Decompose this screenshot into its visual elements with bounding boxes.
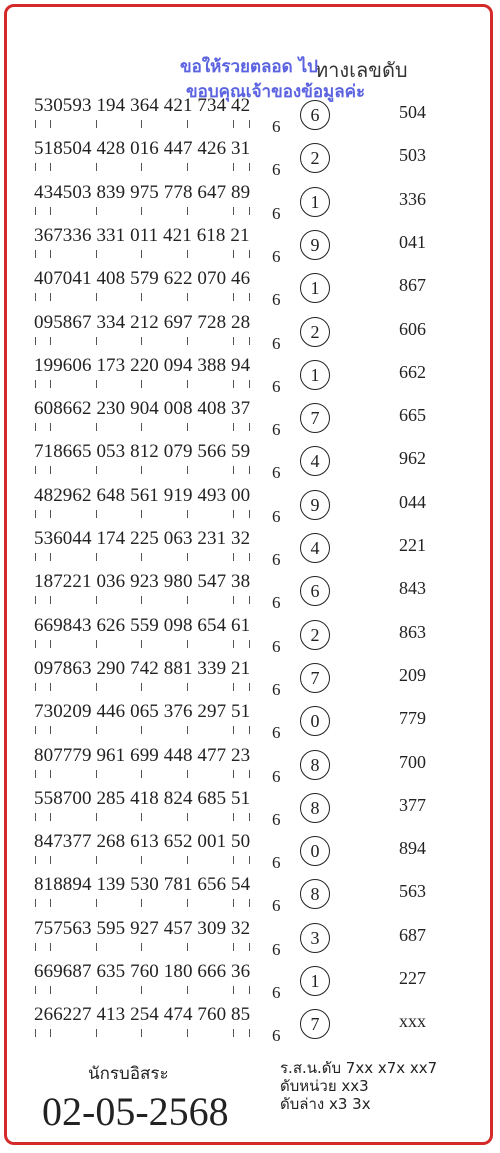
tick-marks [34,856,274,864]
tick-marks [34,163,274,171]
subscript-digit: 6 [272,939,281,959]
circled-digit: 6 [300,100,330,130]
table-row [34,441,474,483]
table-row [34,268,474,310]
table-row [34,571,474,613]
number-sequence: 558700 285 418 824 685 51 [34,787,251,809]
author-name: นักรบอิสระ [88,1064,169,1084]
circled-digit: 1 [300,273,330,303]
subscript-digit: 6 [272,420,281,440]
circled-digit: 1 [300,187,330,217]
result-number: 867 [399,275,426,296]
result-number: 209 [399,664,426,685]
number-sequence: 847377 268 613 652 001 50 [34,831,251,853]
tick-marks [34,120,274,128]
number-sequence: 095867 334 212 697 728 28 [34,311,251,333]
result-number: 700 [399,751,426,772]
circled-digit: 6 [300,576,330,606]
subscript-digit: 6 [272,506,281,526]
tick-marks [34,207,274,215]
tick-marks [34,466,274,474]
number-sequence: 518504 428 016 447 426 31 [34,138,251,160]
number-sequence: 718665 053 812 079 566 59 [34,441,251,463]
circled-digit: 0 [300,836,330,866]
result-number: 044 [399,491,426,512]
subscript-digit: 6 [272,1026,281,1046]
number-sequence: 536044 174 225 063 231 32 [34,528,251,549]
circled-digit: 8 [300,750,330,780]
tick-marks [34,986,274,994]
circled-digit: 0 [300,706,330,736]
tick-marks [34,683,274,691]
result-number: 221 [399,535,426,555]
table-row [34,225,474,267]
tick-marks [34,250,274,258]
tick-marks [34,510,274,518]
circled-digit: 9 [300,490,330,520]
table-row [34,398,474,440]
circled-digit: 9 [300,230,330,260]
subscript-digit: 6 [272,636,281,656]
result-number: 662 [399,361,426,382]
result-number: 503 [399,145,426,166]
number-sequence: 367336 331 011 421 618 21 [34,224,250,246]
circled-digit: 8 [300,879,330,909]
number-sequence: 730209 446 065 376 297 51 [34,701,251,723]
subscript-digit: 6 [272,246,281,266]
result-number: 863 [399,621,426,642]
table-row [34,95,474,137]
result-number: 843 [399,578,426,599]
tick-marks [34,943,274,951]
table-row [34,831,474,873]
subscript-digit: 6 [272,766,281,786]
table-row [34,788,474,830]
tick-marks [34,380,274,388]
tick-marks [34,423,274,431]
table-row [34,615,474,657]
circled-digit: 7 [300,1009,330,1039]
subscript-digit: 6 [272,550,281,569]
watermark-line-2: ขอบคุณเจ้าของข้อมูลค่ะ [186,82,366,102]
number-sequence: 482962 648 561 919 493 00 [34,484,251,506]
subscript-digit: 6 [272,983,281,1002]
note-line-3: ดับล่าง x3 3x [280,1095,371,1113]
table-row [34,918,474,960]
subscript-digit: 6 [272,723,281,743]
table-row [34,312,474,354]
number-sequence: 669843 626 559 098 654 61 [34,614,251,636]
circled-digit: 1 [300,966,330,996]
tick-marks [34,899,274,907]
number-sequence: 669687 635 760 180 666 36 [34,961,251,982]
result-number: 779 [399,708,426,729]
circled-digit: 1 [300,360,330,390]
circled-digit: 7 [300,663,330,693]
subscript-digit: 6 [272,376,281,396]
number-sequence: 187221 036 923 980 547 38 [34,571,251,593]
watermark-line-1: ขอให้รวยตลอด ไป [180,57,318,77]
result-number: 041 [399,231,426,252]
table-row [34,961,474,1003]
subscript-digit: 6 [272,679,281,699]
result-number: 563 [399,881,426,902]
number-sequence: 818894 139 530 781 656 54 [34,874,251,896]
circled-digit: 2 [300,317,330,347]
table-row [34,485,474,527]
table-row [34,528,474,570]
table-row [34,874,474,916]
tick-marks [34,293,274,301]
number-sequence: 266227 413 254 474 760 85 [34,1004,251,1026]
subscript-digit: 6 [272,896,281,916]
tick-marks [34,726,274,734]
number-sequence: 530593 194 364 421 734 42 [34,95,251,116]
circled-digit: 4 [300,446,330,476]
number-sequence: 757563 595 927 457 309 32 [34,917,251,939]
result-number: 665 [399,405,426,426]
subscript-digit: 6 [272,117,281,136]
table-row [34,355,474,397]
circled-digit: 7 [300,403,330,433]
result-number: xxx [399,1011,426,1032]
table-row [34,658,474,700]
table-row [34,745,474,787]
subscript-digit: 6 [272,593,281,613]
page-title: ทางเลขดับ [315,58,408,82]
number-sequence: 608662 230 904 008 408 37 [34,398,251,420]
number-sequence: 807779 961 699 448 477 23 [34,744,251,766]
number-sequence: 097863 290 742 881 339 21 [34,657,251,679]
tick-marks [34,1029,274,1037]
circled-digit: 8 [300,793,330,823]
result-number: 227 [399,968,426,988]
table-row [34,701,474,743]
issue-date: 02-05-2568 [42,1089,229,1134]
result-number: 377 [399,794,426,815]
number-sequence: 199606 173 220 094 388 94 [34,354,251,376]
result-number: 504 [399,102,426,122]
table-row [34,1004,474,1046]
subscript-digit: 6 [272,333,281,353]
tick-marks [34,596,274,604]
circled-digit: 3 [300,923,330,953]
result-number: 687 [399,924,426,945]
circled-digit: 2 [300,620,330,650]
tick-marks [34,337,274,345]
result-number: 336 [399,188,426,209]
table-row [34,138,474,180]
circled-digit: 4 [300,533,330,563]
note-line-2: ดับหน่วย xx3 [280,1077,369,1095]
circled-digit: 2 [300,143,330,173]
result-number: 606 [399,318,426,339]
subscript-digit: 6 [272,290,281,310]
tick-marks [34,770,274,778]
tick-marks [34,813,274,821]
number-sequence: 434503 839 975 778 647 89 [34,181,251,203]
tick-marks [34,640,274,648]
subscript-digit: 6 [272,463,281,483]
subscript-digit: 6 [272,853,281,873]
subscript-digit: 6 [272,809,281,829]
subscript-digit: 6 [272,160,281,180]
number-sequence: 407041 408 579 622 070 46 [34,268,251,290]
footer-notes [280,1059,437,1113]
table-row [34,182,474,224]
result-number: 962 [399,448,426,469]
tick-marks [34,553,274,561]
result-number: 894 [399,838,426,859]
note-line-1: ร.ส.น.ดับ 7xx x7x xx7 [280,1059,438,1077]
subscript-digit: 6 [272,203,281,223]
